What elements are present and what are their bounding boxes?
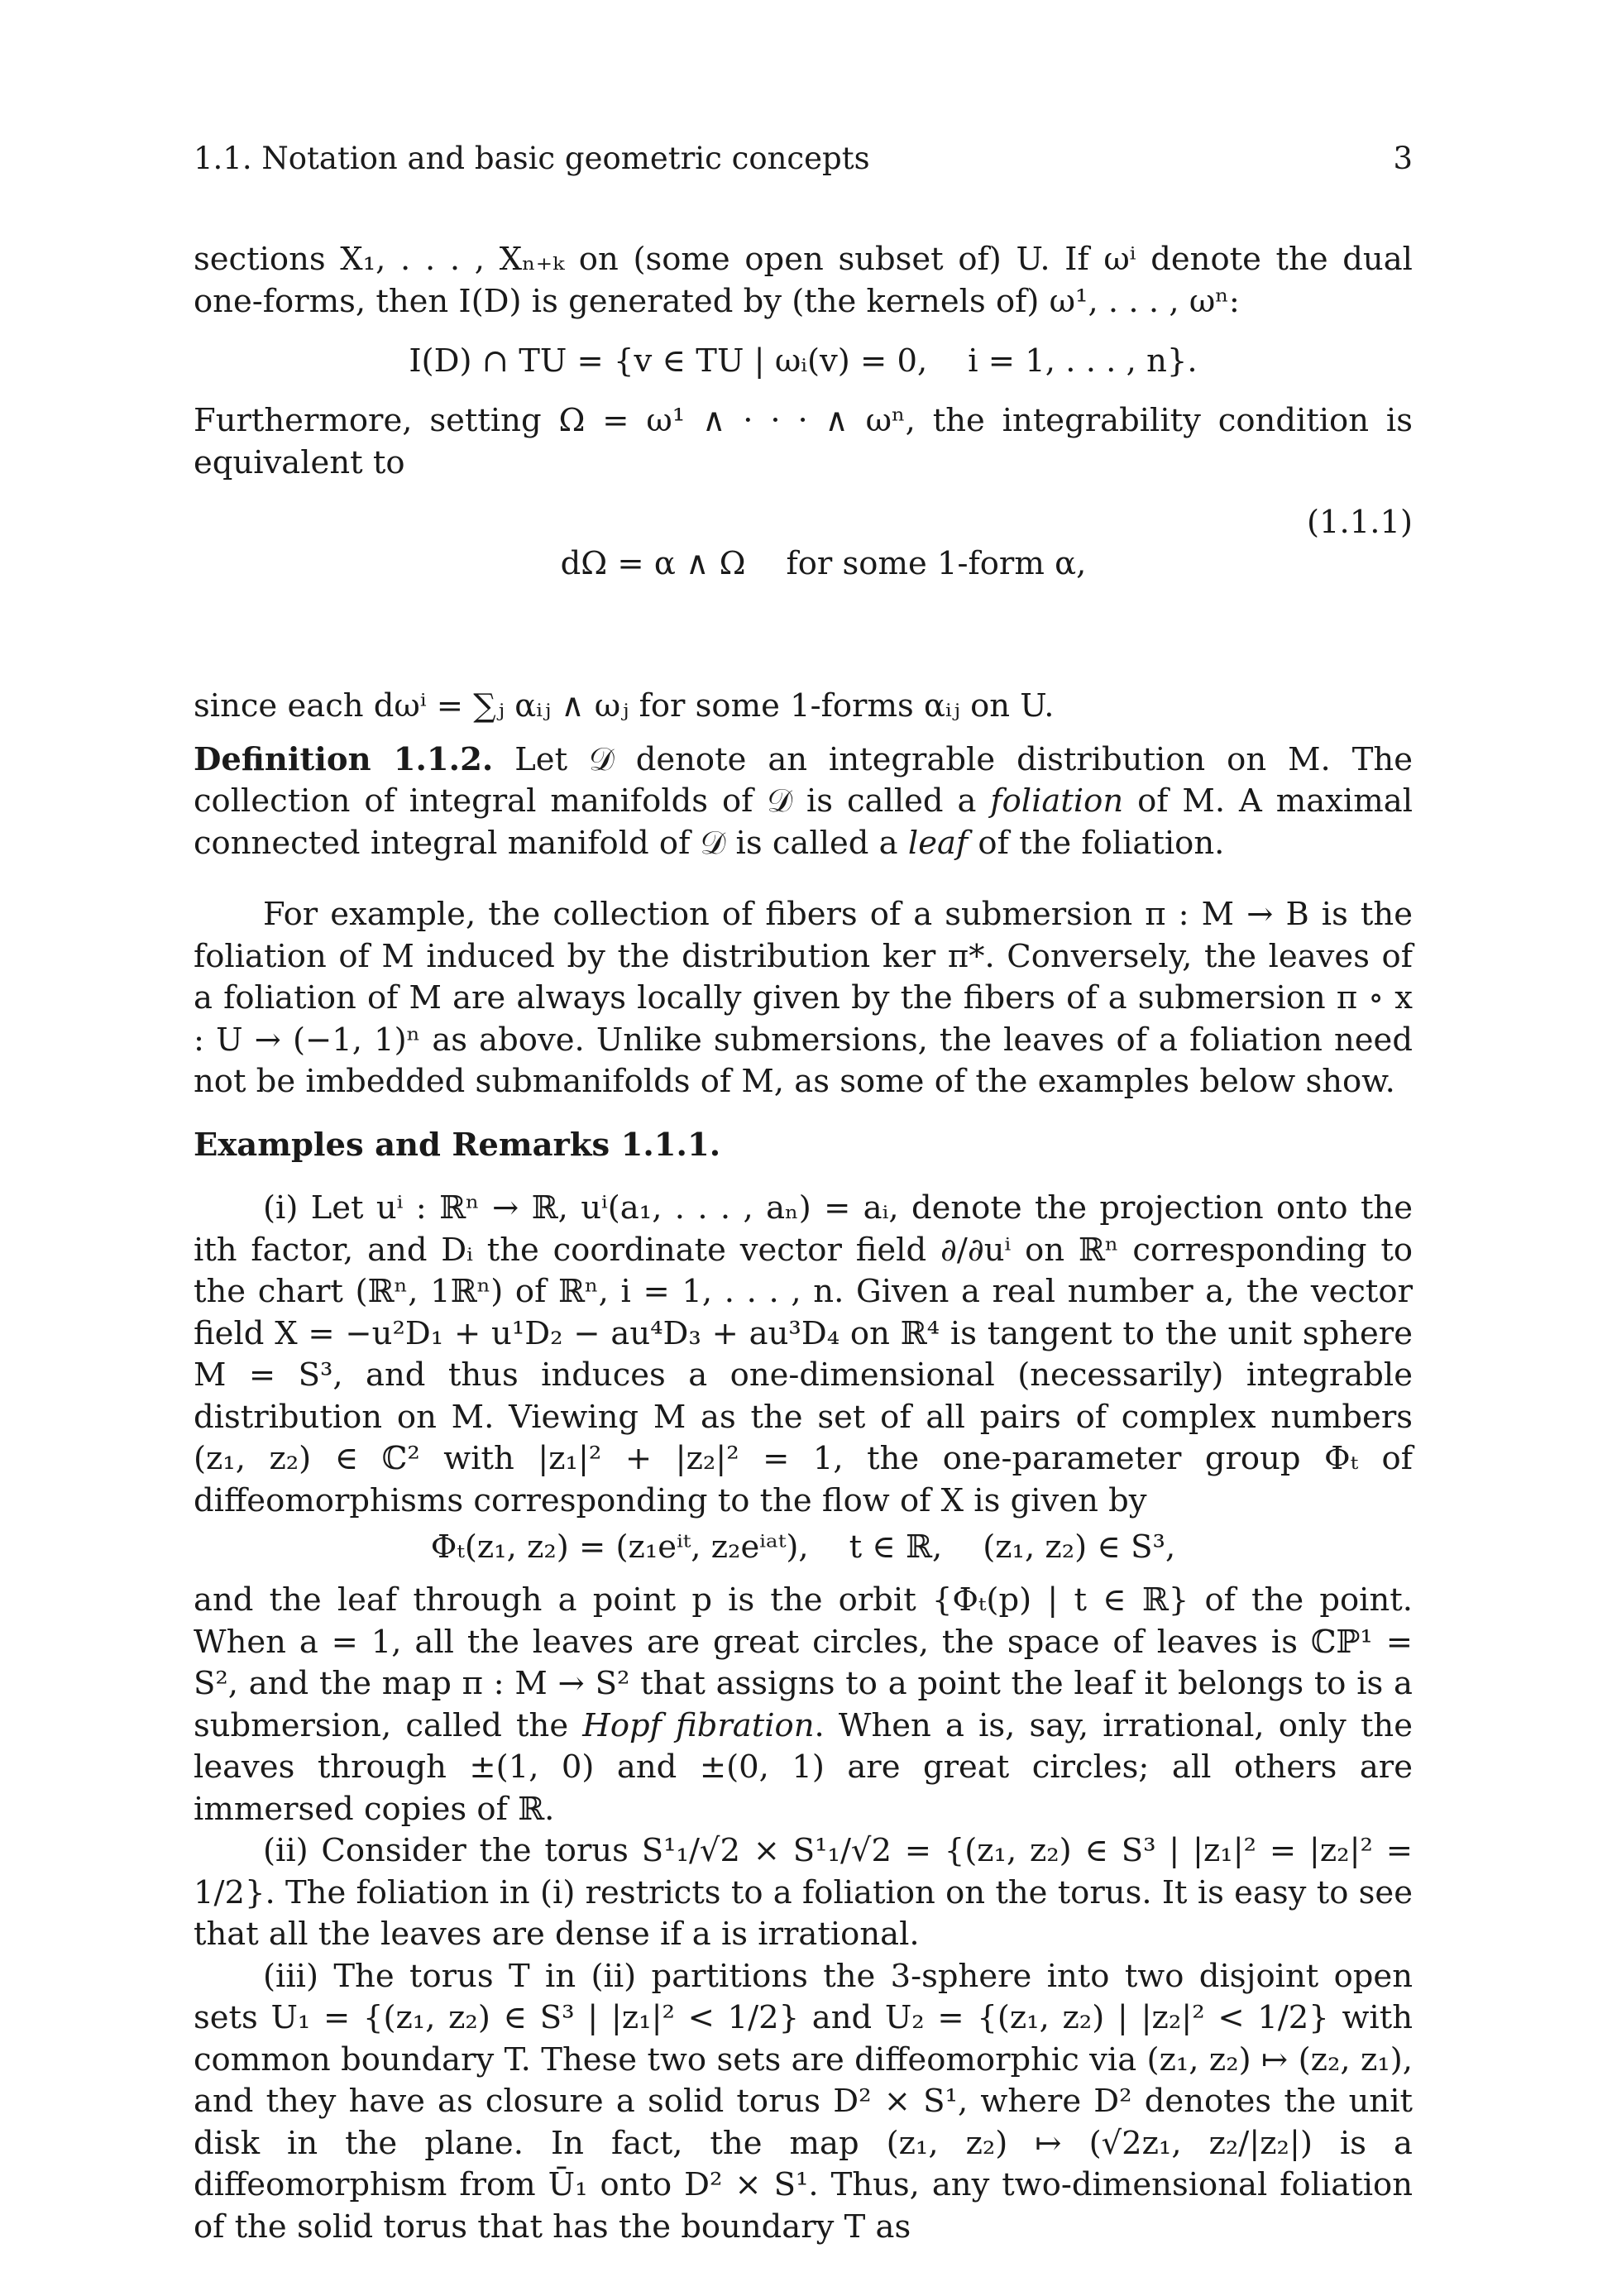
equation-text: I(D) ∩ TU = {v ∈ TU | ωᵢ(v) = 0, i = 1, . . . , n}. [409,342,1198,380]
paragraph-since: since each dωⁱ = ∑ⱼ αᵢⱼ ∧ ωⱼ for some 1-forms αᵢⱼ on U. [194,687,1055,725]
example-ii: (ii) Consider the torus S¹₁/√2 × S¹₁/√2 = {(z₁, z₂) ∈ S³ | |z₁|² = |z₂|² = 1/2}. The foliation in (i) restricts to a foliation on the torus. It is easy to see that all the leaves are dense if a is irrational. [194,1832,1413,1953]
paragraph-example-submersion: For example, the collection of fibers of a submersion π : M → B is the foliation of M induced by the distribution ker π*. Conversely, the leaves of a foliation of M are always locally given by the fibers of a submersion π ∘ x : U → (−1, 1)ⁿ as above. Unlike submersions, the leaves of a foliation need not be imbedded submanifolds of M, as some of the examples below show. [194,896,1413,1100]
term-leaf: leaf [907,824,969,862]
definition-text-b: of M. A maximal connected integral manifold of 𝒟 is called a [194,782,1413,862]
page [194,141,1413,2248]
example-i-text-a: and the leaf through a point p is the orbit {Φₜ(p) | t ∈ ℝ} of the point. When a = 1, all the leaves are great circles, the space of leaves is ℂℙ¹ = S², and the map π : M → S² that assigns to a point the leaf it belongs to is a submersion, called the [194,1581,1413,1744]
running-header [194,141,1413,176]
example-i-continued [194,1580,1413,1830]
example-i: (i) Let uⁱ : ℝⁿ → ℝ, uⁱ(a₁, . . . , aₙ) = aᵢ, denote the projection onto the ith factor, and Dᵢ the coordinate vector field ∂/∂uⁱ on ℝⁿ corresponding to the chart (ℝⁿ, 1ℝⁿ) of ℝⁿ, i = 1, . . . , n. Given a real number a, the vector field X = −u²D₁ + u¹D₂ − au⁴D₃ + au³D₄ on ℝ⁴ is tangent to the unit sphere M = S³, and thus induces a one-dimensional (necessarily) integrable distribution on M. Viewing M as the set of all pairs of complex numbers (z₁, z₂) ∈ ℂ² with |z₁|² + |z₂|² = 1, the one-parameter group Φₜ of diffeomorphisms corresponding to the flow of X is given by [194,1189,1413,1519]
paragraph-integrability: Furthermore, setting Ω = ω¹ ∧ · · · ∧ ωⁿ, the integrability condition is equivalent to [194,402,1413,481]
section-title: 1.1. Notation and basic geometric concepts [194,141,870,176]
examples-heading: Examples and Remarks 1.1.1. [194,1126,721,1164]
equation-text: Φₜ(z₁, z₂) = (z₁eⁱᵗ, z₂eⁱᵃᵗ), t ∈ ℝ, (z₁, z₂) ∈ S³, [430,1528,1176,1566]
example-i-text-b: . When a is, say, irrational, only the leaves through ±(1, 0) and ±(0, 1) are great circles; all others are immersed copies of ℝ. [194,1706,1413,1828]
paragraph-sections: sections X₁, . . . , Xₙ₊ₖ on (some open subset of) U. If ωⁱ denote the dual one-forms, then I(D) is generated by (the kernels of) ω¹, . . . , ωⁿ: [194,241,1413,320]
term-foliation: foliation [990,782,1124,820]
definition-text-a: Let 𝒟 denote an integrable distribution on M. The collection of integral manifolds of 𝒟 is called a [194,740,1413,820]
equation-1-1-1 [194,502,1413,667]
equation-number: (1.1.1) [1306,504,1413,541]
term-hopf-fibration: Hopf fibration [582,1706,815,1744]
equation-distribution-kernel [194,341,1413,382]
page-number: 3 [1393,141,1413,176]
equation-flow [194,1527,1413,1568]
equation-text: dΩ = α ∧ Ω for some 1-form α, [560,545,1087,582]
example-iii: (iii) The torus T in (ii) partitions the 3-sphere into two disjoint open sets U₁ = {(z₁, z₂) ∈ S³ | |z₁|² < 1/2} and U₂ = {(z₁, z₂) | |z₂|² < 1/2} with common boundary T. These two sets are diffeomorphic via (z₁, z₂) ↦ (z₂, z₁), and they have as closure a solid torus D² × S¹, where D² denotes the unit disk in the plane. In fact, the map (z₁, z₂) ↦ (√2z₁, z₂/|z₂|) is a diffeomorphism from Ū₁ onto D² × S¹. Thus, any two-dimensional foliation of the solid torus that has the boundary T as [194,1957,1413,2246]
definition-heading: Definition 1.1.2. [194,740,494,778]
definition-text-c: of the foliation. [968,824,1225,862]
definition-1-1-2 [194,739,1413,865]
